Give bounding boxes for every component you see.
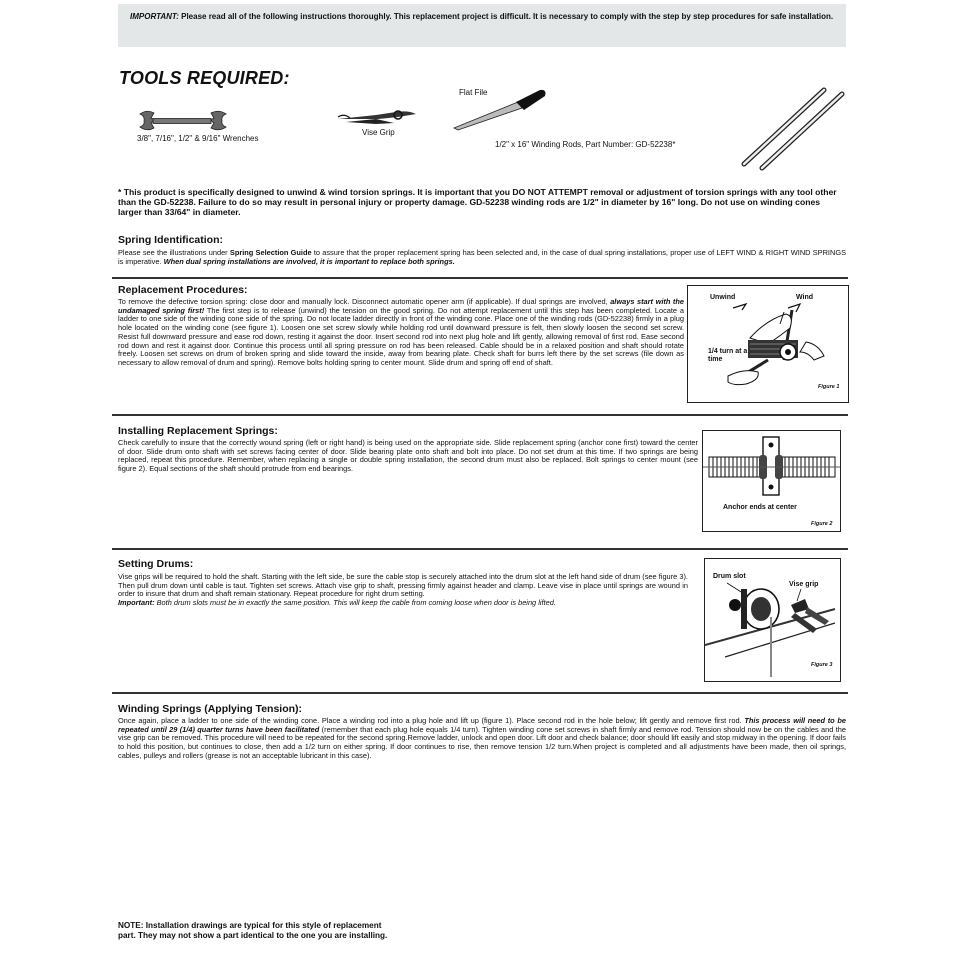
tools-title: TOOLS REQUIRED: — [119, 68, 290, 88]
figure-1-caption: Figure 1 — [818, 384, 840, 390]
figure-1-unwind-label: Unwind — [710, 294, 736, 301]
replacement-procedures-title: Replacement Procedures: — [118, 284, 248, 296]
figure-3-drum-slot-label: Drum slot — [713, 573, 746, 580]
installing-springs-text: Check carefully to insure that the correctly wound spring (left or right hand) is being used on the appropriate side. Slide replacement spring (anchor cone first) toward the center of door. Slide drum onto shaft with set screws facing center of door. Slide bearing plate onto shaft and bolt into place. Do not set drum at this time. If two springs are being replaced, repeat this procedure. Remember, when replacing a single or double spring installation, the second drum must also be replaced. Bolt springs to center mount (see figure 2). Equal sections of the shaft should protrude from end bearings. — [118, 438, 698, 474]
figure-1 — [687, 285, 849, 403]
wrench-icon — [137, 108, 229, 134]
replacement-procedures-text: To remove the defective torsion spring: close door and manually lock. Disconnect automatic opener arm (if applicable). If dual springs are involved, always start with the undamaged spring first! The first step is to release (unwind) the tension on the good spring. Do not attempt replacement until this step has been completed. Locate a ladder to one side of the winding cone side of the spring. Do not locate ladder directly in front of the winding cone. Place one of the winding rods (GD-52238) firmly in a plug hole located on the winding cone (see figure 1). Loosen one set screw slowly while holding rod until downward pressure is felt, then slowly loosen the second set screw. Resist full downward pressure and ease rod down, resting it against the door. Insert second rod into next plug hole and lift gently, allowing removal of first rod. Ease second rod down and rest it against door. Continue this process until all spring pressure on rod has been released. Cable should be in a relaxed position and shaft should rotate freely. Loosen set screws on drum of broken spring and slide toward the inside, away from bearing plate. Check shaft for burrs left there by the set screws (file down as necessary to allow removal of drum and spring). Remove bolts holding spring to center mount. Slide drum and spring off end of shaft. — [118, 297, 685, 367]
banner-text: Please read all of the following instructions thoroughly. This replacement project is difficult. It is necessary to comply with the step by step procedures for safe installation. — [178, 12, 834, 21]
figure-2-label: Anchor ends at center — [723, 504, 797, 511]
important-banner — [118, 4, 846, 47]
vise-grip-icon — [336, 104, 418, 130]
disclaimer-text: * This product is specifically designed to unwind & wind torsion springs. It is important that you DO NOT ATTEMPT removal or adjustment of torsion springs with any tool other than the GD-52238. Failure to do so may result in personal injury or property damage. GD-52238 winding rods are 1/2" in diameter by 16" long. Do not use on winding cones larger than 33/64" in diameter. — [118, 187, 837, 217]
section-divider — [112, 548, 848, 550]
flat-file-caption: Flat File — [459, 88, 488, 97]
figure-2-caption: Figure 2 — [811, 521, 833, 527]
figure-1-wind-label: Wind — [796, 294, 814, 301]
figure-3 — [704, 558, 841, 682]
winding-rods-caption: 1/2" x 16" Winding Rods, Part Number: GD-52238* — [495, 140, 676, 149]
spring-identification-text: Please see the illustrations under Spring Selection Guide to assure that the proper replacement spring has been selected and, in the case of dual spring installations, proper use of LEFT WIND & RIGHT WIND SPRINGS is imperative. When dual spring installations are involved, it is important to replace both springs. — [118, 248, 846, 266]
drums-important-text: Both drum slots must be in exactly the same position. This will keep the cable from coming loose when door is being lifted. — [154, 598, 556, 608]
figure-2-drawing — [703, 431, 840, 531]
setting-drums-text: Vise grips will be required to hold the shaft. Starting with the left side, be sure the cable stop is securely attached into the drum slot at the left hand side of drum (see figure 3). Then pull drum down until cable is taut. Tighten set screws. Attach vise grip to shaft, pressing firmly against header and clamp. Leave vise in place until springs are wound in order to insure that drum and shaft remain stationary. Repeat procedure for right drum setting. Important: Both drum slots must be in exactly the same position. This will keep the cable from coming loose when door is being lifted. — [118, 572, 688, 608]
figure-3-caption: Figure 3 — [811, 662, 833, 668]
spring-identification-emphasis: When dual spring installations are involved, it is important to replace both springs. — [163, 256, 455, 266]
spring-guide-ref: Spring Selection Guide — [229, 248, 312, 257]
setting-drums-title: Setting Drums: — [118, 558, 194, 570]
winding-emphasis: This process will need to be repeated until 29 (1/4) quarter turns have been facilitated — [118, 716, 846, 734]
spring-identification-title: Spring Identification: — [118, 234, 223, 246]
figure-1-turn-label: 1/4 turn at a time — [708, 348, 748, 363]
installing-springs-title: Installing Replacement Springs: — [118, 425, 278, 437]
installation-note: NOTE: Installation drawings are typical for this style of replacement part. They may not show a part identical to the one you are installing. — [118, 921, 388, 940]
winding-springs-title: Winding Springs (Applying Tension): — [118, 703, 303, 715]
figure-2 — [702, 430, 841, 532]
section-divider — [112, 414, 848, 416]
vise-grip-caption: Vise Grip — [362, 128, 395, 137]
section-divider — [112, 277, 848, 279]
figure-3-vise-grip-label: Vise grip — [789, 581, 819, 588]
section-divider — [112, 692, 848, 694]
winding-rods-icon — [738, 84, 848, 174]
replacement-emphasis: always start with the undamaged spring first! — [118, 297, 684, 315]
winding-springs-text: Once again, place a ladder to one side of the winding cone. Place a winding rod into a plug hole and lift up (figure 1). Place second rod in the hole below; lift gently and remove first rod. This process will need to be repeated until 29 (1/4) quarter turns have been facilitated (remember that each plug hole equals 1/4 turn). Tighten winding cone set screws in shaft firmly and remove rod. Tension should now be on the cables and the vise grip can be removed. This procedure will need to be repeated for the second spring.Remove ladder, unlock and open door. Lift door and check balance; door should lift easily and stop midway in the opening. If door fails to hold this position, but continues to close, then add a 1/2 turn on either spring. If door continues to rise, then remove tension 1/2 turn.When project is completed and all adjustments have been made, then oil springs, cables, pulleys and rollers (grease is not an acceptable lubricant in this case). — [118, 716, 846, 760]
drums-important-lead: Important: — [118, 598, 155, 608]
wrenches-caption: 3/8", 7/16", 1/2" & 9/16" Wrenches — [137, 134, 259, 143]
banner-lead: IMPORTANT: — [130, 12, 179, 21]
flat-file-icon — [452, 86, 548, 132]
